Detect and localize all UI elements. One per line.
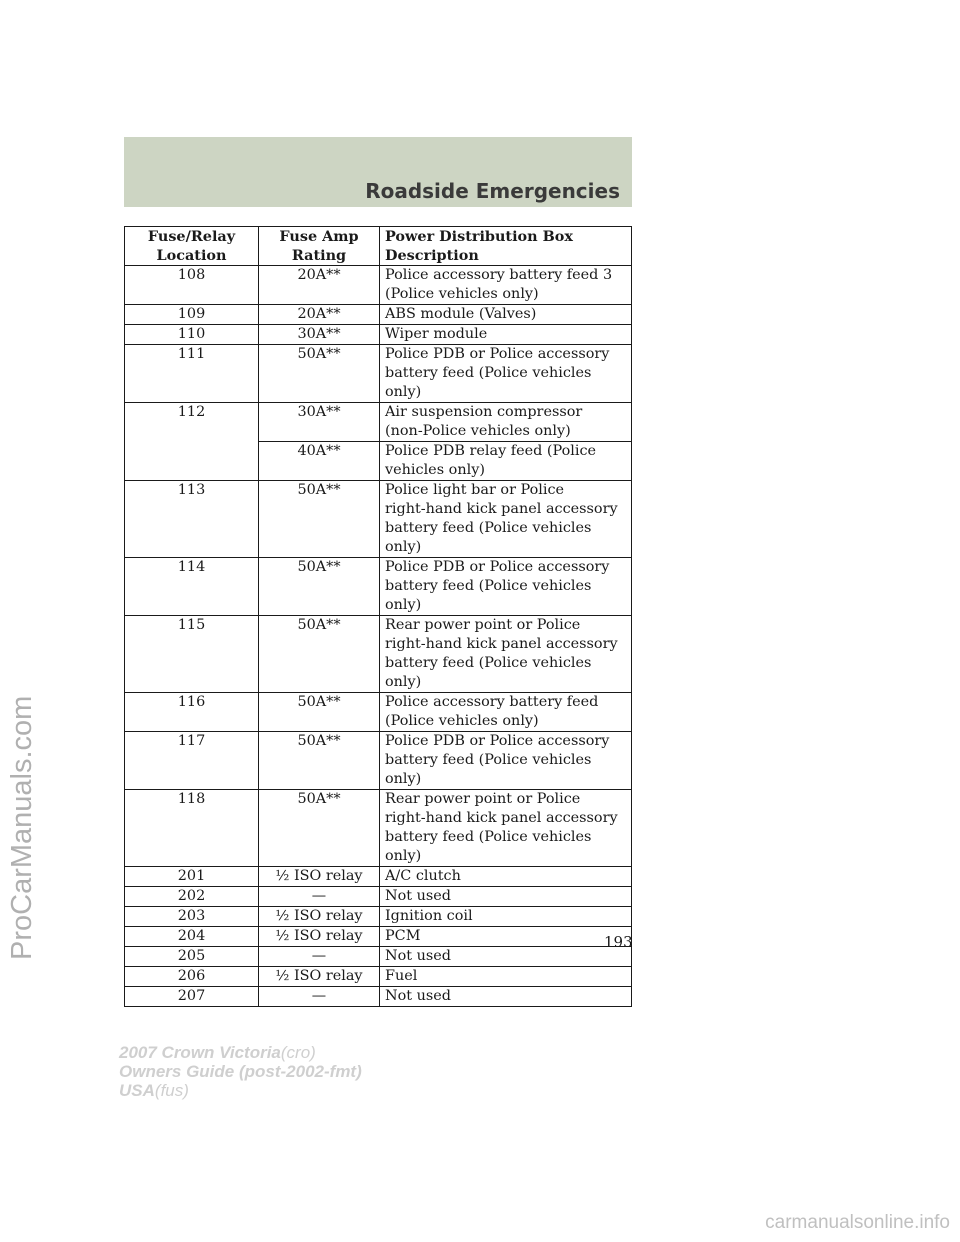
cell-rating: 50A** xyxy=(259,616,380,693)
header-location: Fuse/Relay Location xyxy=(125,227,259,266)
description-line: Rear power point or Police xyxy=(385,791,581,807)
cell-description xyxy=(380,481,632,558)
footer-line-3: USA(fus) xyxy=(119,1081,189,1100)
description-line: vehicles only) xyxy=(385,462,485,478)
cell-location: 205 xyxy=(125,947,259,967)
cell-rating: 50A** xyxy=(259,481,380,558)
cell-description xyxy=(380,325,632,345)
bottom-watermark: carmanualsonline.info xyxy=(765,1212,950,1233)
cell-rating: ½ ISO relay xyxy=(259,967,380,987)
table-row xyxy=(125,305,632,325)
cell-location: 117 xyxy=(125,732,259,790)
description-line: battery feed (Police vehicles only) xyxy=(385,655,592,690)
cell-location: 110 xyxy=(125,325,259,345)
description-line: right-hand kick panel accessory xyxy=(385,636,618,652)
fuse-table xyxy=(124,226,632,1007)
table-header-row xyxy=(125,227,632,266)
cell-description xyxy=(380,927,632,947)
table-body xyxy=(125,266,632,1007)
cell-location: 108 xyxy=(125,266,259,305)
cell-rating: 50A** xyxy=(259,558,380,616)
cell-location: 115 xyxy=(125,616,259,693)
cell-rating: — xyxy=(259,987,380,1007)
cell-rating: 30A** xyxy=(259,403,380,442)
table-row xyxy=(125,616,632,693)
description-line: (Police vehicles only) xyxy=(385,286,539,302)
table-row xyxy=(125,325,632,345)
cell-rating: 20A** xyxy=(259,266,380,305)
section-title: Roadside Emergencies xyxy=(365,179,620,203)
cell-rating: — xyxy=(259,947,380,967)
table-row xyxy=(125,927,632,947)
description-line: right-hand kick panel accessory xyxy=(385,810,618,826)
cell-description xyxy=(380,790,632,867)
description-line: Police light bar or Police xyxy=(385,482,565,498)
cell-rating: ½ ISO relay xyxy=(259,907,380,927)
description-line: Ignition coil xyxy=(385,908,473,924)
footer-line-2: Owners Guide (post-2002-fmt) xyxy=(119,1062,362,1081)
description-line: Police PDB or Police accessory xyxy=(385,559,610,575)
cell-description xyxy=(380,947,632,967)
cell-description xyxy=(380,558,632,616)
table-row xyxy=(125,693,632,732)
cell-description xyxy=(380,693,632,732)
cell-location: 118 xyxy=(125,790,259,867)
description-line: A/C clutch xyxy=(385,868,461,884)
table-row xyxy=(125,887,632,907)
cell-description xyxy=(380,967,632,987)
cell-rating: 50A** xyxy=(259,693,380,732)
description-line: battery feed (Police vehicles only) xyxy=(385,520,592,555)
description-line: Police accessory battery feed 3 xyxy=(385,267,613,283)
cell-rating: 50A** xyxy=(259,790,380,867)
description-line: Wiper module xyxy=(385,326,488,342)
cell-description xyxy=(380,867,632,887)
cell-location: 204 xyxy=(125,927,259,947)
cell-rating: ½ ISO relay xyxy=(259,867,380,887)
description-line: battery feed (Police vehicles only) xyxy=(385,578,592,613)
description-line: PCM xyxy=(385,928,421,944)
description-line: Not used xyxy=(385,988,451,1004)
cell-description xyxy=(380,442,632,481)
cell-location: 201 xyxy=(125,867,259,887)
section-header-band xyxy=(124,137,632,207)
description-line: Police PDB or Police accessory xyxy=(385,733,610,749)
description-line: right-hand kick panel accessory xyxy=(385,501,618,517)
cell-description xyxy=(380,887,632,907)
table-row xyxy=(125,967,632,987)
table-row xyxy=(125,345,632,403)
cell-location: 206 xyxy=(125,967,259,987)
footer-line-1: 2007 Crown Victoria(cro) xyxy=(119,1043,316,1062)
cell-rating: 30A** xyxy=(259,325,380,345)
table-row xyxy=(125,790,632,867)
table-row xyxy=(125,266,632,305)
cell-location: 203 xyxy=(125,907,259,927)
header-rating: Fuse Amp Rating xyxy=(259,227,380,266)
description-line: battery feed (Police vehicles only) xyxy=(385,829,592,864)
table-row xyxy=(125,558,632,616)
description-line: ABS module (Valves) xyxy=(385,306,537,322)
cell-description xyxy=(380,616,632,693)
description-line: battery feed (Police vehicles only) xyxy=(385,752,592,787)
cell-location: 116 xyxy=(125,693,259,732)
cell-location: 109 xyxy=(125,305,259,325)
cell-description xyxy=(380,266,632,305)
description-line: battery feed (Police vehicles only) xyxy=(385,365,592,400)
description-line: (Police vehicles only) xyxy=(385,713,539,729)
description-line: Fuel xyxy=(385,968,418,984)
table-row xyxy=(125,947,632,967)
cell-description xyxy=(380,345,632,403)
cell-rating: ½ ISO relay xyxy=(259,927,380,947)
cell-description xyxy=(380,732,632,790)
document-footer xyxy=(119,1043,362,1100)
cell-rating: 50A** xyxy=(259,345,380,403)
cell-location: 111 xyxy=(125,345,259,403)
description-line: Police accessory battery feed xyxy=(385,694,599,710)
cell-location: 113 xyxy=(125,481,259,558)
side-watermark: ProCarManuals.com xyxy=(6,695,38,960)
cell-rating: — xyxy=(259,887,380,907)
cell-location: 202 xyxy=(125,887,259,907)
cell-location: 207 xyxy=(125,987,259,1007)
description-line: Police PDB relay feed (Police xyxy=(385,443,597,459)
cell-description xyxy=(380,305,632,325)
table-row xyxy=(125,907,632,927)
description-line: (non-Police vehicles only) xyxy=(385,423,571,439)
cell-rating: 20A** xyxy=(259,305,380,325)
description-line: Not used xyxy=(385,888,451,904)
table-row xyxy=(125,732,632,790)
table-row xyxy=(125,987,632,1007)
cell-rating: 50A** xyxy=(259,732,380,790)
cell-description xyxy=(380,907,632,927)
description-line: Rear power point or Police xyxy=(385,617,581,633)
cell-location: 112 xyxy=(125,403,259,481)
cell-description xyxy=(380,987,632,1007)
table-row xyxy=(125,481,632,558)
description-line: Police PDB or Police accessory xyxy=(385,346,610,362)
page-number: 193 xyxy=(604,933,633,951)
header-description: Power Distribution Box Description xyxy=(380,227,632,266)
cell-rating: 40A** xyxy=(259,442,380,481)
table-row xyxy=(125,403,632,442)
cell-description xyxy=(380,403,632,442)
table-row xyxy=(125,867,632,887)
description-line: Air suspension compressor xyxy=(385,404,583,420)
description-line: Not used xyxy=(385,948,451,964)
cell-location: 114 xyxy=(125,558,259,616)
